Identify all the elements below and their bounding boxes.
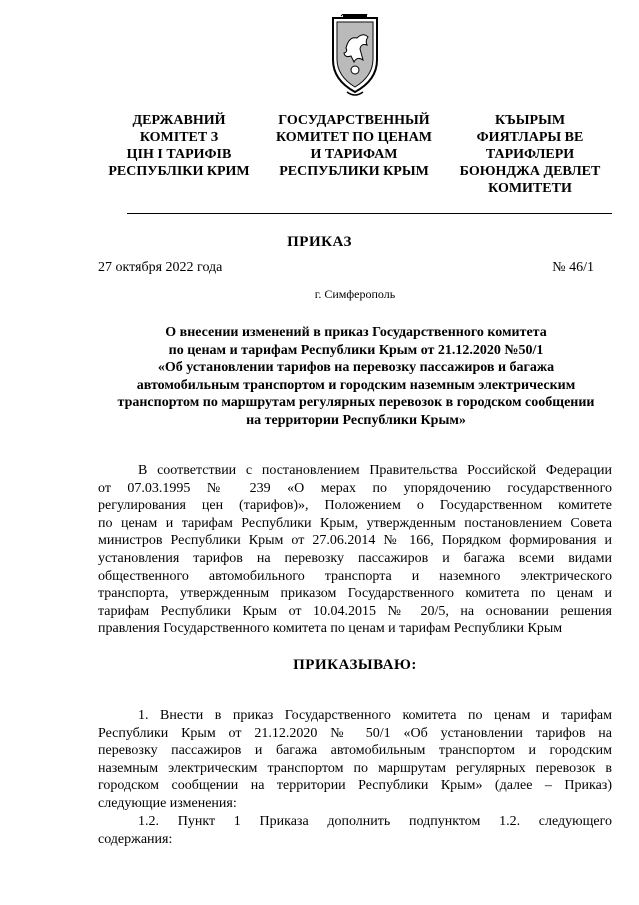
header-line: ДЕРЖАВНИЙ [132, 113, 226, 128]
header-ukrainian [104, 112, 254, 180]
paragraph-line: от 07.03.1995 № 239 «О мерах по упорядочению государственного [98, 480, 612, 496]
subject-line: «Об установлении тарифов на перевозку пассажиров и багажа [157, 360, 555, 375]
header-divider [127, 213, 612, 214]
subject-line: на территории Республики Крым» [246, 412, 466, 428]
paragraph-line: Республики Крым от 21.12.2020 № 50/1 «Об установлении тарифов на [98, 725, 612, 741]
paragraph-line: тарифам Республики Крым от 10.04.2015 № 20/5, на основании решения [98, 603, 612, 619]
paragraph-line: городском сообщении на территории Республики Крым» (далее – Приказ) [98, 778, 612, 794]
paragraph-line: следующие изменения: [98, 795, 237, 811]
item-1-2-paragraph [98, 813, 612, 848]
header-line: КЪЫРЫМ [494, 113, 566, 128]
subject-line: автомобильным транспортом и городским наземным электрическим [136, 377, 576, 393]
order-title: ПРИКАЗ [287, 234, 352, 250]
paragraph-line: правления Государственного комитета по ценам и тарифам Республики Крым [98, 621, 563, 637]
paragraph-line: регулирования цен (тарифов)», Положением о Государственном комитете [98, 498, 612, 514]
header-line: БОЮНДЖА ДЕВЛЕТ [459, 164, 601, 179]
paragraph-line: транспорта, утвержденным приказом Государственного комитета по ценам и [98, 586, 612, 602]
header-line: КОМІТЕТ З [139, 130, 219, 145]
header-line: ГОСУДАРСТВЕННЫЙ [278, 113, 430, 128]
paragraph-line: по ценам и тарифам Республики Крым, утвержденным постановлением Совета [98, 515, 612, 531]
header-line: ФИЯТЛАРЫ ВЕ [476, 130, 584, 145]
header-line: РЕСПУБЛИКИ КРЫМ [279, 164, 429, 179]
paragraph-line: установления тарифов на перевозку пассажиров и багажа всеми видами [98, 550, 612, 566]
paragraph-line: перевозку пассажиров и багажа автомобильным транспортом и городским [98, 743, 612, 759]
order-city: г. Симферополь [314, 287, 396, 301]
paragraph-line: наземным электрическим транспортом по маршрутам регулярных перевозок в [98, 760, 612, 776]
header-line: И ТАРИФАМ [310, 147, 398, 162]
subject-line: по ценам и тарифам Республики Крым от 21.12.2020 №50/1 [168, 342, 544, 358]
preamble-paragraph [98, 462, 612, 638]
order-date: 27 октября 2022 года [98, 260, 223, 275]
paragraph-line: 1. Внести в приказ Государственного комитета по ценам и тарифам [138, 708, 612, 723]
order-subject [98, 324, 614, 429]
subject-line: транспортом по маршрутам регулярных перевозок в городском сообщении [117, 395, 595, 410]
header-russian [272, 112, 436, 180]
decree-heading: ПРИКАЗЫВАЮ: [293, 657, 417, 673]
paragraph-line: министров Республики Крым от 27.06.2014 № 166, Порядком формирования и [98, 533, 612, 549]
header-crimean-tatar [450, 112, 610, 197]
header-line: КОМИТЕТИ [488, 181, 572, 196]
subject-line: О внесении изменений в приказ Государственного комитета [165, 325, 547, 340]
paragraph-line: 1.2. Пункт 1 Приказа дополнить подпунктом 1.2. следующего [138, 814, 612, 829]
paragraph-line: содержания: [98, 831, 173, 847]
paragraph-line: В соответствии с постановлением Правительства Российской Федерации [138, 463, 612, 478]
header-line: КОМИТЕТ ПО ЦЕНАМ [275, 130, 433, 145]
header-line: РЕСПУБЛІКИ КРИМ [108, 164, 250, 179]
crimea-coat-of-arms-icon [327, 14, 383, 98]
header-line: ЦІН І ТАРИФІВ [126, 147, 232, 162]
header-line: ТАРИФЛЕРИ [485, 147, 575, 162]
paragraph-line: общественного автомобильного транспорта и наземного электрического [98, 568, 612, 584]
item-1-paragraph [98, 707, 612, 813]
order-number: № 46/1 [552, 260, 594, 275]
